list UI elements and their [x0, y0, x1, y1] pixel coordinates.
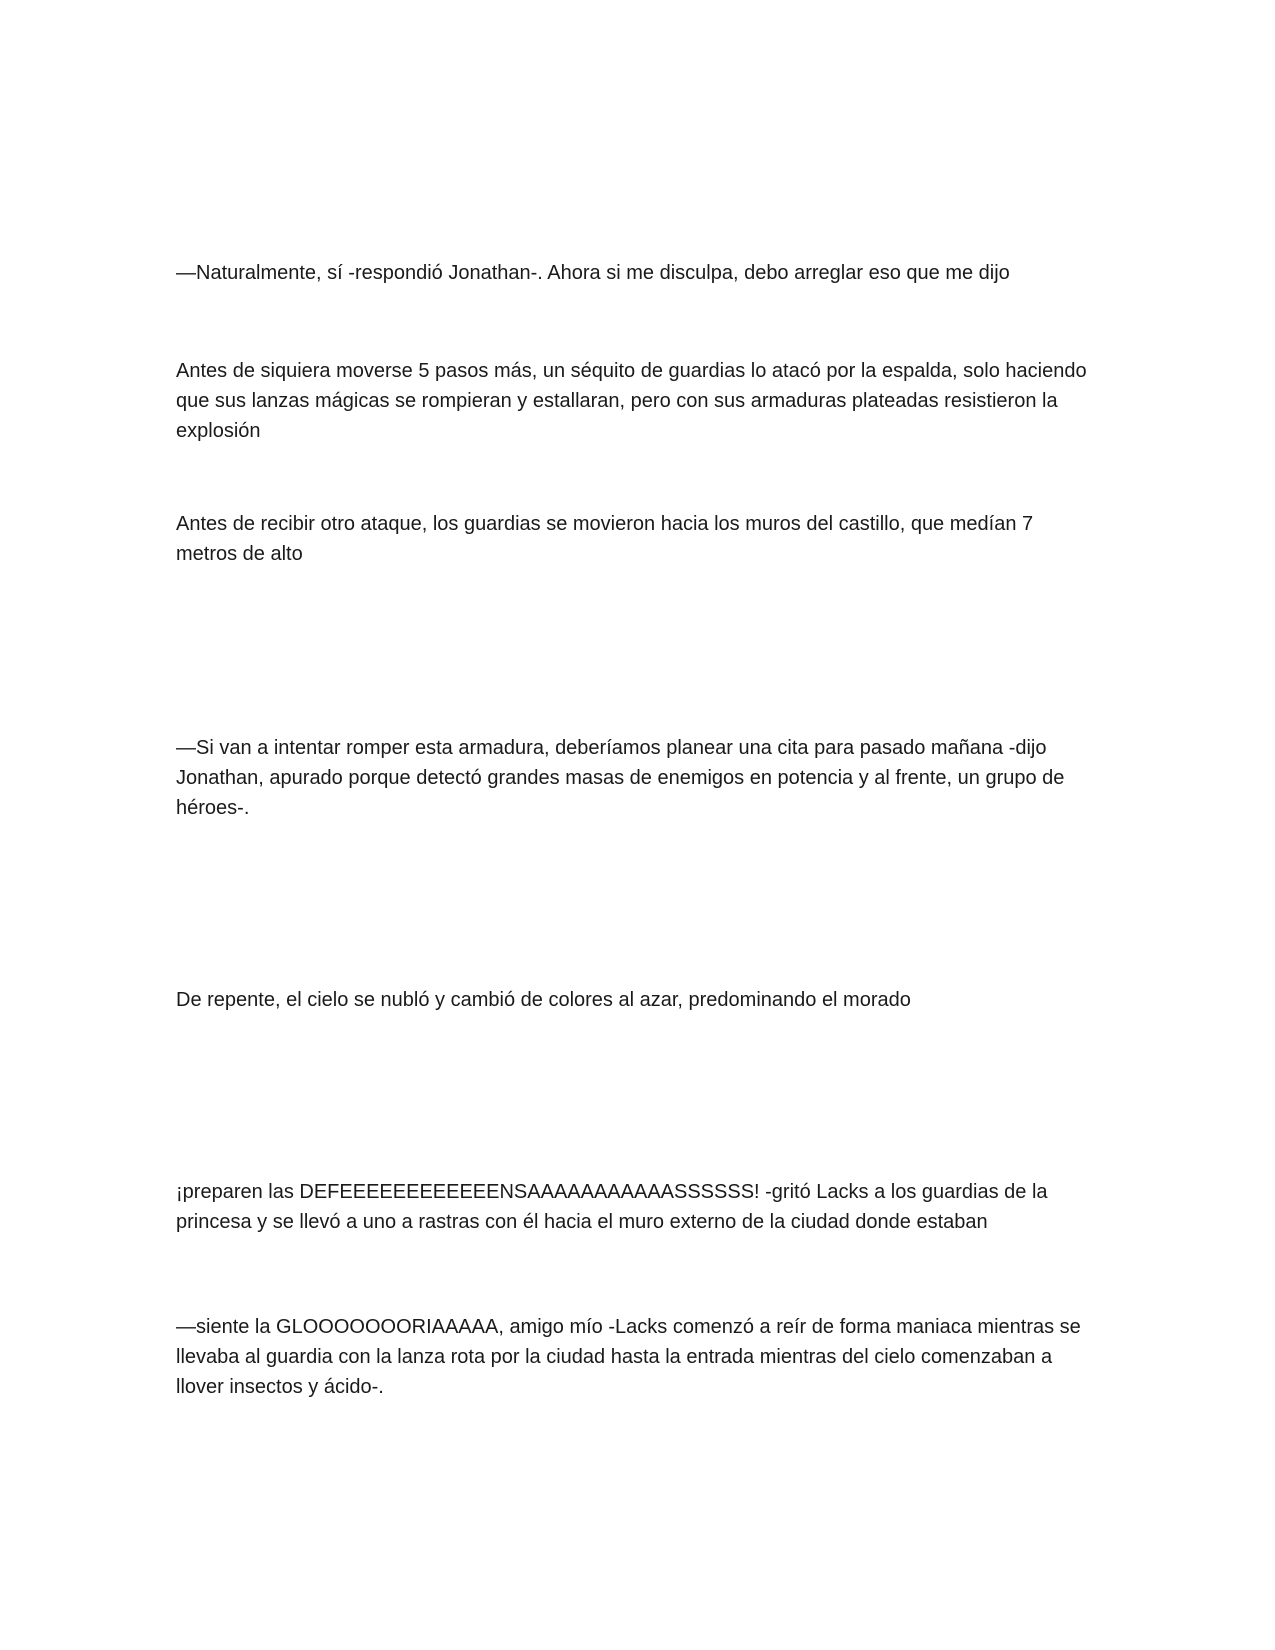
paragraph-5: De repente, el cielo se nubló y cambió de colores al azar, predominando el morado [176, 989, 911, 1011]
paragraph-4: —Si van a intentar romper esta armadura, deberíamos planear una cita para pasado mañana -dijo Jonathan, apurado porque detectó grandes masas de enemigos en potencia y al frente, un grupo de héroes-. [176, 737, 1065, 819]
paragraph-6: ¡preparen las DEFEEEEEEEEEEEENSAAAAAAAAAAASSSSSS! -gritó Lacks a los guardias de la princesa y se llevó a uno a rastras con él hacia el muro externo de la ciudad donde estaban [176, 1181, 1048, 1233]
paragraph-1: —Naturalmente, sí -respondió Jonathan-. Ahora si me disculpa, debo arreglar eso que me dijo [176, 262, 1010, 284]
paragraph-7: —siente la GLOOOOOOORIAAAAA, amigo mío -Lacks comenzó a reír de forma maniaca mientras se llevaba al guardia con la lanza rota por la ciudad hasta la entrada mientras del cielo comenzaban a llover insectos y ácido-. [176, 1316, 1081, 1398]
paragraph-3: Antes de recibir otro ataque, los guardias se movieron hacia los muros del castillo, que medían 7 metros de alto [176, 513, 1034, 565]
paragraph-2: Antes de siquiera moverse 5 pasos más, un séquito de guardias lo atacó por la espalda, solo haciendo que sus lanzas mágicas se rompieran y estallaran, pero con sus armaduras plateadas resistieron la explosión [176, 360, 1087, 442]
